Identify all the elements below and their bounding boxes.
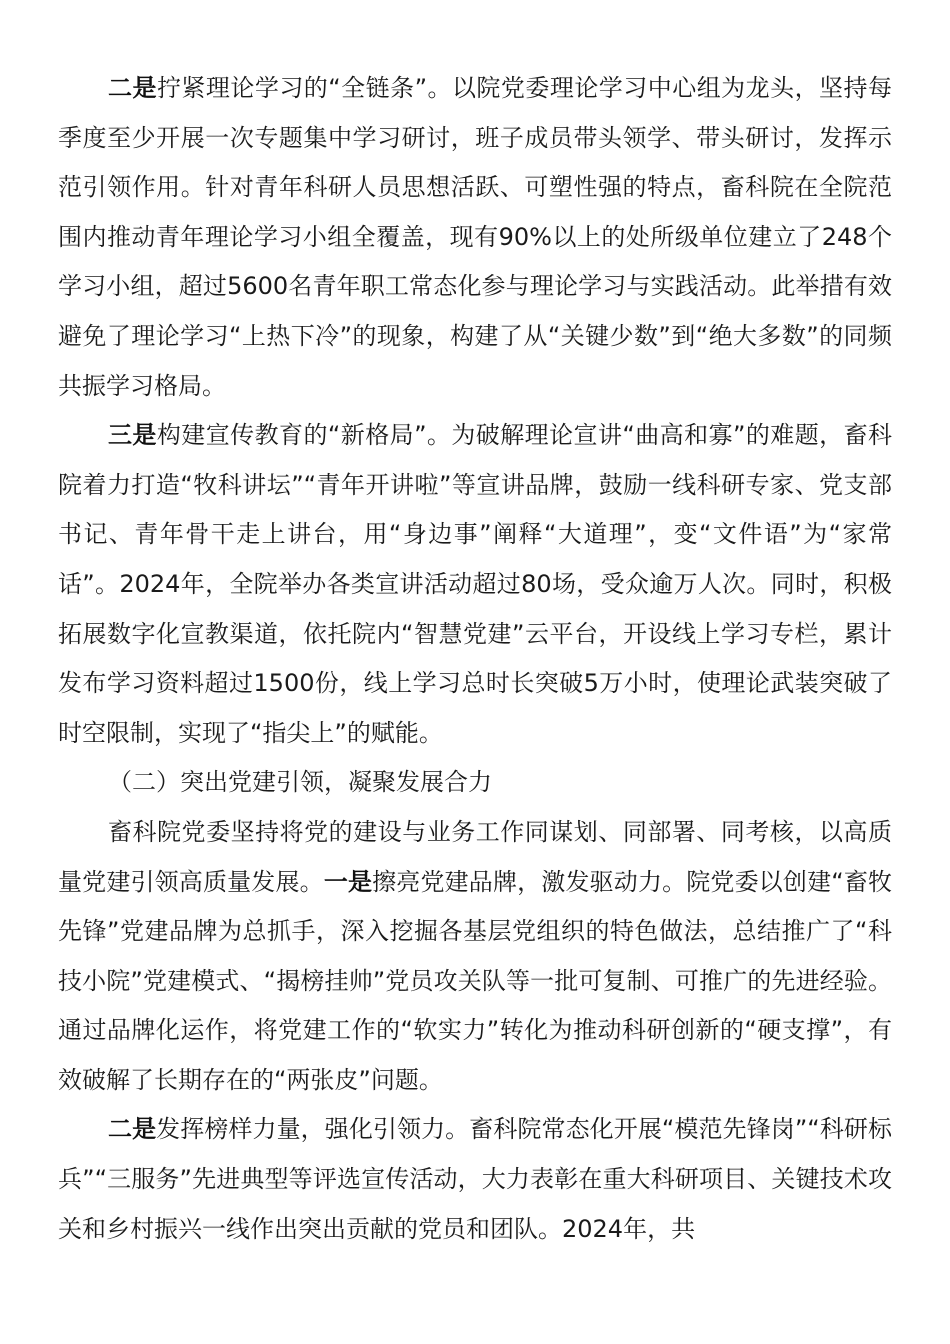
document-body <box>58 64 892 1254</box>
paragraph-lead: 二是 <box>108 74 157 102</box>
paragraph-text: 发挥榜样力量，强化引领力。畜科院常态化开展“模范先锋岗”“科研标兵”“三服务”先进典型等评选宣传活动，大力表彰在重大科研项目、关键技术攻关和乡村振兴一线作出突出贡献的党员和团队。2024年，共 <box>58 1115 892 1243</box>
paragraph-lead: 二是 <box>108 1115 157 1144</box>
paragraph-text: 构建宣传教育的“新格局”。为破解理论宣讲“曲高和寡”的难题，畜科院着力打造“牧科讲坛”“青年开讲啦”等宣讲品牌，鼓励一线科研专家、党支部书记、青年骨干走上讲台，用“身边事”阐释“大道理”，变“文件语”为“家常话”。2024年，全院举办各类宣讲活动超过80场，受众逾万人次。同时，积极拓展数字化宣教渠道，依托院内“智慧党建”云平台，开设线上学习专栏，累计发布学习资料超过1500份，线上学习总时长突破5万小时，使理论武装突破了时空限制，实现了“指尖上”的赋能。 <box>58 421 893 747</box>
paragraph-role-models <box>58 1105 892 1254</box>
paragraph-intro-text: 畜科院党委坚持将党的建设与业务工作同谋划、同部署、同考核，以高质量党建引领高质量发展。 <box>58 817 892 896</box>
paragraph-lead: 三是 <box>108 421 157 450</box>
paragraph-publicity-education <box>58 411 892 758</box>
section-heading-text: （二）突出党建引领，凝聚发展合力 <box>108 768 492 797</box>
paragraph-text: 擦亮党建品牌，激发驱动力。院党委以创建“畜牧先锋”党建品牌为总抓手，深入挖掘各基层党组织的特色做法，总结推广了“科技小院”党建模式、“揭榜挂帅”党员攻关队等一批可复制、可推广的先进经验。通过品牌化运作，将党建工作的“软实力”转化为推动科研创新的“硬支撑”，有效破解了长期存在的“两张皮”问题。 <box>58 867 893 1094</box>
paragraph-lead: 一是 <box>323 867 373 896</box>
paragraph-theory-study <box>58 64 892 411</box>
paragraph-party-brand <box>58 808 892 1106</box>
paragraph-text: 拧紧理论学习的“全链条”。以院党委理论学习中心组为龙头，坚持每季度至少开展一次专题集中学习研讨，班子成员带头领学、带头研讨，发挥示范引领作用。针对青年科研人员思想活跃、可塑性强的特点，畜科院在全院范围内推动青年理论学习小组全覆盖，现有90%以上的处所级单位建立了248个学习小组，超过5600名青年职工常态化参与理论学习与实践活动。此举措有效避免了理论学习“上热下冷”的现象，构建了从“关键少数”到“绝大多数”的同频共振学习格局。 <box>58 74 892 400</box>
section-heading <box>58 758 892 808</box>
